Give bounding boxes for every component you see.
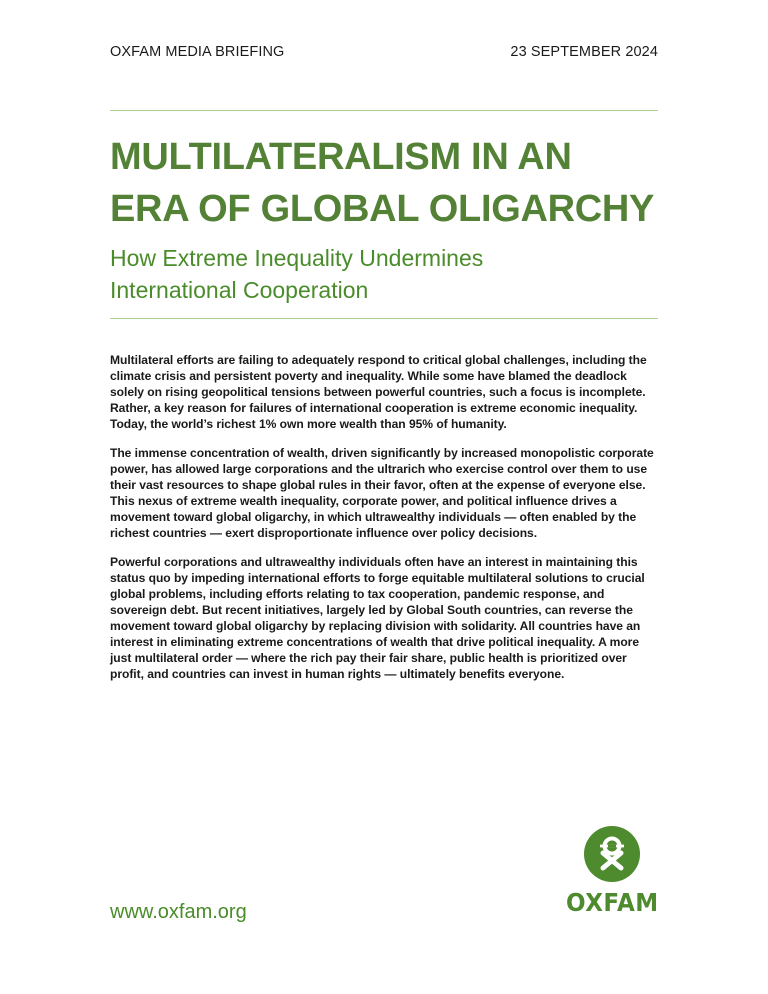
subtitle-divider xyxy=(110,318,658,319)
publication-date: 23 SEPTEMBER 2024 xyxy=(510,44,658,60)
top-divider xyxy=(110,110,658,111)
summary-paragraph-2: The immense concentration of wealth, driven significantly by increased monopolistic corporate power, has allowed large corporations and the ultrarich who exercise control over them to use their vast resources to shape global rules in their favor, often at the expense of everyone else. This nexus of extreme wealth inequality, corporate power, and political influence drives a movement toward global oligarchy, in which ultrawealthy individuals — often enabled by the richest countries — exert disproportionate influence over policy decisions. xyxy=(110,446,654,540)
title-line-2: ERA OF GLOBAL OLIGARCHY xyxy=(110,188,655,230)
title-line-1: MULTILATERALISM IN AN xyxy=(110,136,572,178)
briefing-label: OXFAM MEDIA BRIEFING xyxy=(110,44,285,60)
page-header xyxy=(110,44,658,60)
page-subtitle xyxy=(110,242,658,306)
oxfam-logo xyxy=(566,826,658,926)
summary-paragraph-1: Multilateral efforts are failing to adequately respond to critical global challenges, including the climate crisis and persistent poverty and inequality. While some have blamed the deadlock solely on rising geopolitical tensions between powerful countries, such a focus is incomplete. Rather, a key reason for failures of international cooperation is extreme economic inequality. Today, the world’s richest 1% own more wealth than 95% of humanity. xyxy=(110,353,647,431)
subtitle-line-2: International Cooperation xyxy=(110,277,369,303)
subtitle-line-1: How Extreme Inequality Undermines xyxy=(110,245,484,271)
summary-paragraph-3: Powerful corporations and ultrawealthy individuals often have an interest in maintaining this status quo by impeding international efforts to forge equitable multilateral solutions to crucial global problems, including efforts relating to tax cooperation, pandemic response, and sovereign debt. But recent initiatives, largely led by Global South countries, can reverse the movement toward global oligarchy by replacing division with solidarity. All countries have an interest in eliminating extreme concentrations of wealth that drive political inequality. A more just multilateral order — where the rich pay their fair share, public health is prioritized over profit, and countries can invest in human rights — ultimately benefits everyone. xyxy=(110,555,645,681)
oxfam-figure-icon xyxy=(584,826,640,882)
oxfam-wordmark: OXFAM xyxy=(565,888,659,917)
document-page xyxy=(110,0,658,994)
page-title xyxy=(110,131,670,235)
website-link[interactable]: www.oxfam.org xyxy=(110,901,247,923)
summary-body xyxy=(110,352,662,695)
